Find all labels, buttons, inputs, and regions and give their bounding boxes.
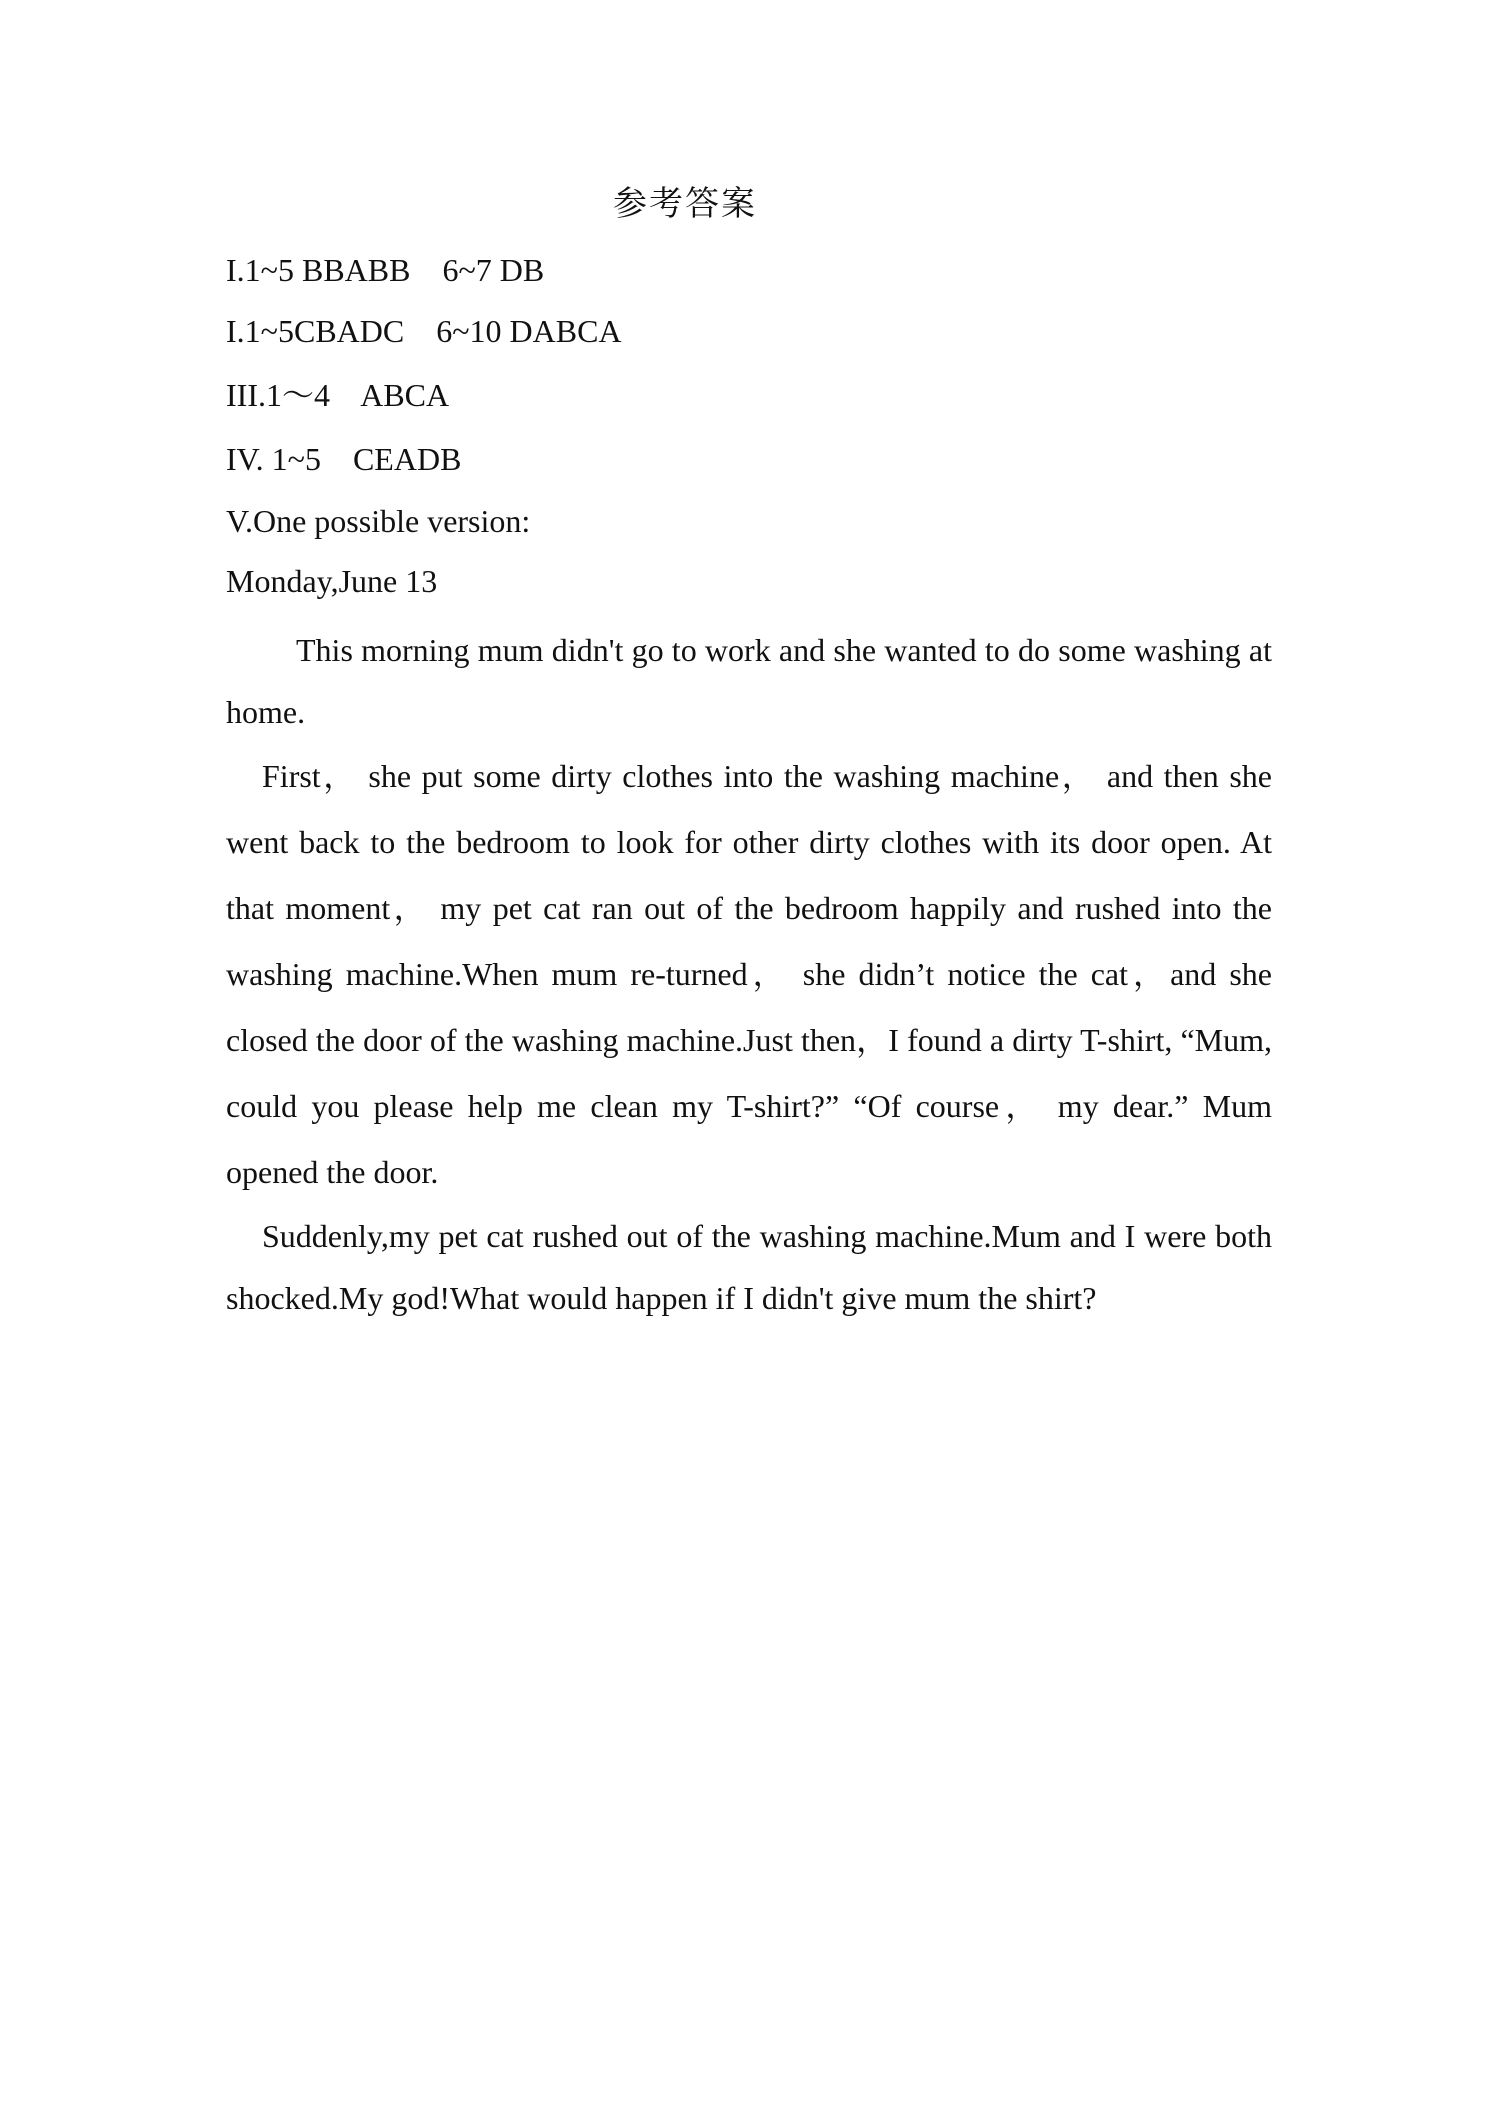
essay-paragraph-1: This morning mum didn't go to work and she wanted to do some washing at home. — [226, 632, 1272, 730]
answer-line-2: I.1~5CBADC 6~10 DABCA — [226, 313, 622, 349]
essay-body — [226, 619, 1272, 1329]
page-title: 参考答案 — [613, 186, 757, 223]
answer-line-3: III.1～4 ABCA — [226, 377, 450, 413]
answer-line-1: I.1~5 BBABB 6~7 DB — [226, 252, 545, 288]
answer-line-5: V.One possible version: — [226, 503, 531, 539]
essay-paragraph-2: First， she put some dirty clothes into the washing machine， and then she went back to the bedroom to look for other dirty clothes with its door open. At that moment， my pet cat ran out of the bedroom happily and rushed into the washing machine.When mum re-turned， she didn’t notice the cat，and she closed the door of the washing machine.Just then，I found a dirty T-shirt, “Mum, could you please help me clean my T-shirt?” “Of course， my dear.” Mum opened the door. — [226, 758, 1272, 1190]
answer-line-4: IV. 1~5 CEADB — [226, 441, 462, 477]
essay-paragraph-3: Suddenly,my pet cat rushed out of the washing machine.Mum and I were both shocked.My god!What would happen if I didn't give mum the shirt? — [226, 1218, 1272, 1316]
essay-date: Monday,June 13 — [226, 563, 438, 599]
